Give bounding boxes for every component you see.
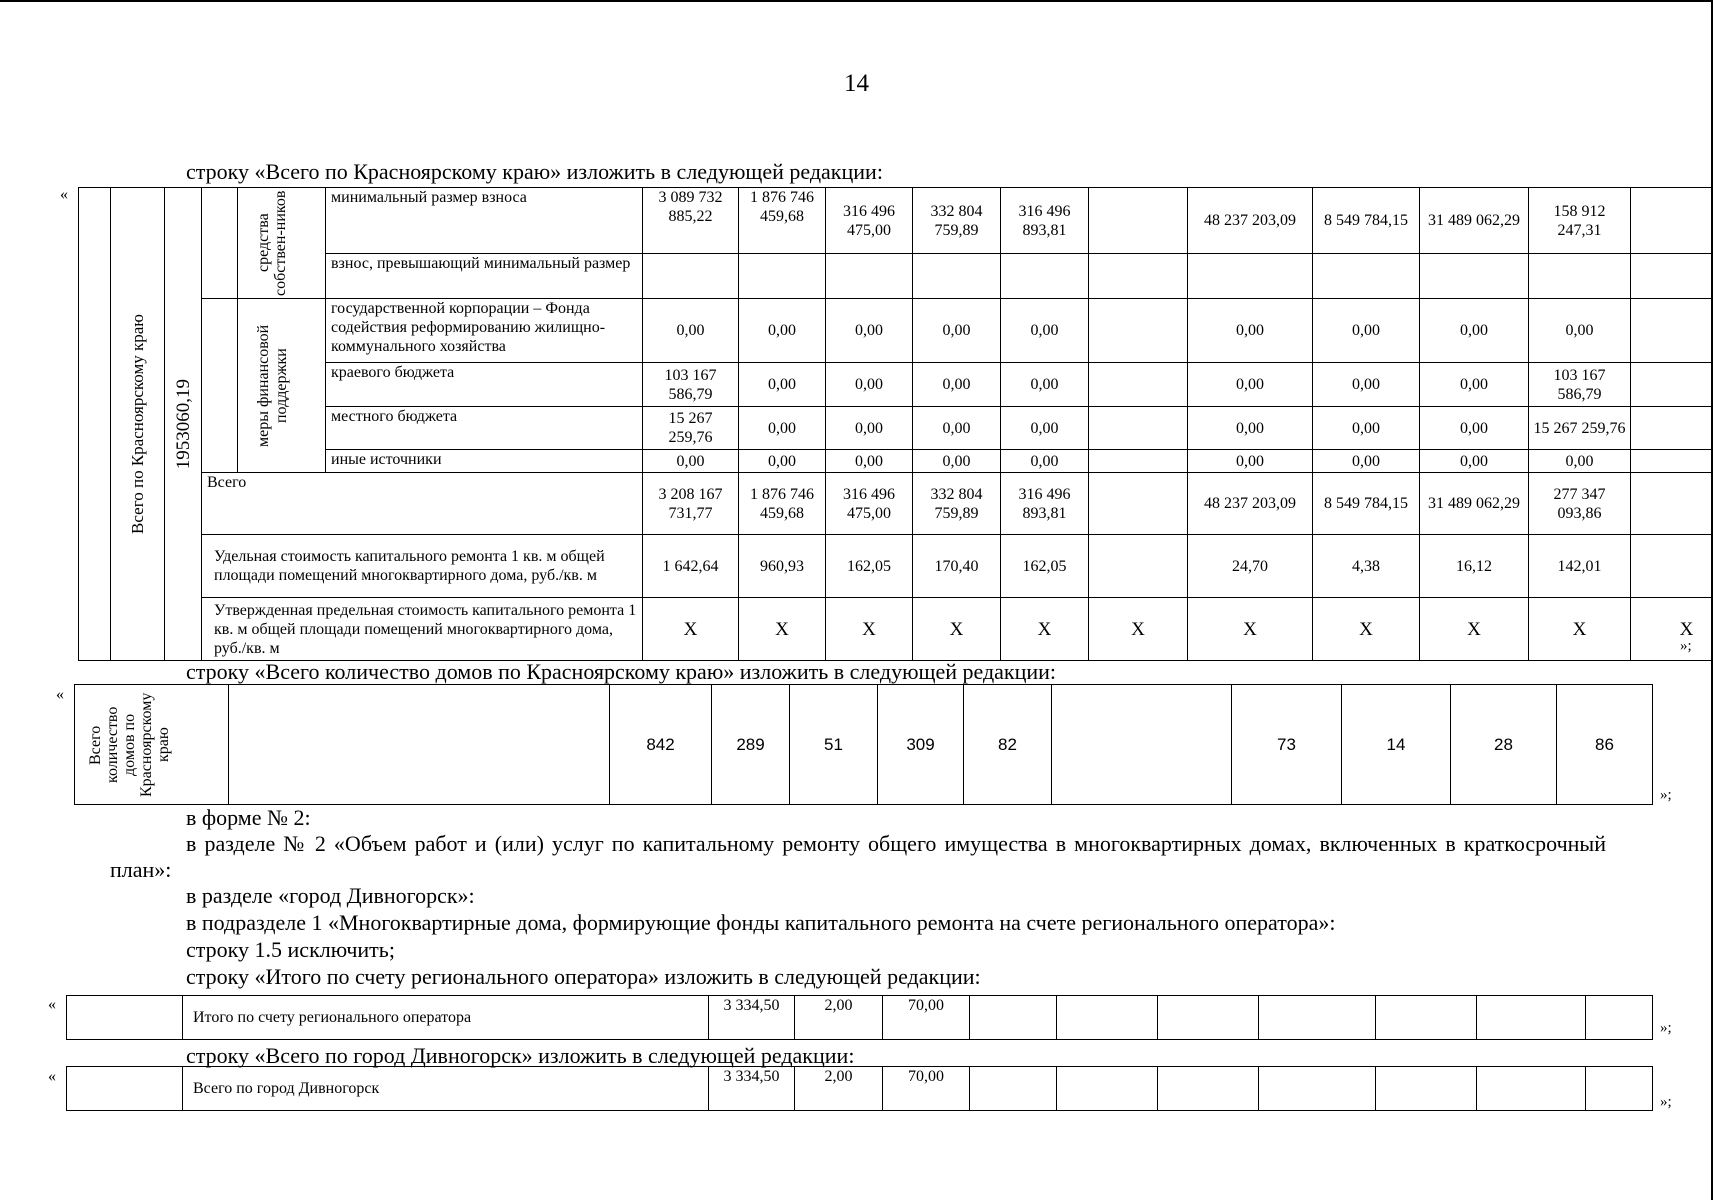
table-row <box>67 1067 1653 1111</box>
value-cell: 0,00 <box>826 299 913 363</box>
value-cell: 82 <box>964 685 1052 805</box>
table-row <box>79 299 1713 363</box>
area-cell <box>165 188 202 661</box>
value-cell: X <box>1420 598 1529 661</box>
value-cell: 31 489 062,29 <box>1420 188 1529 254</box>
row-label: Утвержденная предельная стоимость капитального ремонта 1 кв. м общей площади помещений многоквартирного дома, руб./кв. м <box>202 598 643 661</box>
paragraph-vsego-intro: строку «Всего по город Дивногорск» изложить в следующей редакции: <box>186 1043 855 1068</box>
value-cell: X <box>1313 598 1420 661</box>
value-cell <box>1089 299 1188 363</box>
value-cell: 316 496 893,81 <box>1001 188 1089 254</box>
value-cell: 0,00 <box>739 299 826 363</box>
value-cell <box>739 254 826 299</box>
row-label: взнос, превышающий минимальный размер <box>326 254 643 299</box>
paragraph-subsection1: в подразделе 1 «Многоквартирные дома, формирующие фонды капитального ремонта на счете регионального оператора»: <box>186 910 1336 935</box>
paragraph-exclude-row: строку 1.5 исключить; <box>186 937 395 962</box>
value-cell: 332 804 759,89 <box>913 188 1001 254</box>
support-group-spacer <box>202 299 238 473</box>
value-cell <box>1089 363 1188 407</box>
value-cell <box>1158 996 1259 1040</box>
quote-open-1: « <box>60 186 68 203</box>
value-cell <box>1631 473 1713 535</box>
value-cell: 0,00 <box>1188 450 1313 473</box>
value-cell <box>1313 254 1420 299</box>
value-cell <box>1631 363 1713 407</box>
value-cell: 0,00 <box>1188 407 1313 450</box>
support-group-label: меры финансовой поддержки <box>254 324 290 447</box>
paragraph-divnogorsk: в разделе «город Дивногорск»: <box>186 883 475 908</box>
quote-close-3: »; <box>1660 1020 1672 1036</box>
value-cell <box>1089 407 1188 450</box>
value-cell: 0,00 <box>1313 363 1420 407</box>
value-cell: 316 496 893,81 <box>1001 473 1089 535</box>
row-label: Всего <box>202 473 643 535</box>
value-cell <box>970 996 1057 1040</box>
owners-group-spacer <box>202 188 238 299</box>
value-cell <box>1057 1067 1158 1111</box>
row-label: местного бюджета <box>326 407 643 450</box>
value-cell: X <box>643 598 739 661</box>
value-cell: 1 876 746 459,68 <box>739 473 826 535</box>
table-row <box>79 473 1713 535</box>
value-cell: 162,05 <box>826 535 913 598</box>
value-cell: 103 167 586,79 <box>1529 363 1631 407</box>
value-cell: 3 089 732 885,22 <box>643 188 739 254</box>
value-cell: 31 489 062,29 <box>1420 473 1529 535</box>
region-label-cell <box>111 188 165 661</box>
value-cell: 15 267 259,76 <box>1529 407 1631 450</box>
value-cell: 960,93 <box>739 535 826 598</box>
area-value: 1953060,19 <box>172 378 194 470</box>
page-number: 14 <box>844 70 869 97</box>
value-cell: 0,00 <box>1420 450 1529 473</box>
value-cell: 316 496 475,00 <box>826 188 913 254</box>
value-cell: 0,00 <box>1313 299 1420 363</box>
value-cell: 0,00 <box>913 363 1001 407</box>
value-cell <box>1586 1067 1653 1111</box>
value-cell: 2,00 <box>795 1067 883 1111</box>
value-cell: 14 <box>1342 685 1451 805</box>
quote-close-4: »; <box>1660 1094 1672 1110</box>
paragraph-section2: в разделе № 2 «Объем работ и (или) услуг по капитальному ремонту общего имущества в многоквартирных домах, включенных в краткосрочный план»: <box>110 831 1606 882</box>
value-cell: 0,00 <box>1001 407 1089 450</box>
value-cell: 162,05 <box>1001 535 1089 598</box>
row-label: иные источники <box>326 450 643 473</box>
value-cell: X <box>913 598 1001 661</box>
blank-cell <box>67 996 183 1040</box>
section2-intro: строку «Всего количество домов по Красноярскому краю» изложить в следующей редакции: <box>186 659 1057 684</box>
row-label: Всего по город Дивногорск <box>183 1067 709 1111</box>
value-cell: 70,00 <box>883 1067 970 1111</box>
value-cell: 0,00 <box>826 450 913 473</box>
value-cell <box>1089 188 1188 254</box>
value-cell: 3 334,50 <box>709 996 795 1040</box>
value-cell: 277 347 093,86 <box>1529 473 1631 535</box>
value-cell: X <box>1089 598 1188 661</box>
value-cell: 0,00 <box>1529 299 1631 363</box>
value-cell: 15 267 259,76 <box>643 407 739 450</box>
support-group-cell <box>238 299 326 473</box>
value-cell <box>1158 1067 1259 1111</box>
value-cell <box>1089 450 1188 473</box>
value-cell: 4,38 <box>1313 535 1420 598</box>
value-cell <box>1631 299 1713 363</box>
value-cell <box>1259 1067 1376 1111</box>
value-cell <box>1477 1067 1586 1111</box>
value-cell <box>1188 254 1313 299</box>
value-cell: 316 496 475,00 <box>826 473 913 535</box>
value-cell <box>1631 535 1713 598</box>
value-cell: 842 <box>610 685 712 805</box>
value-cell <box>1631 407 1713 450</box>
value-cell: 0,00 <box>1001 363 1089 407</box>
value-cell <box>1089 473 1188 535</box>
row-label: Удельная стоимость капитального ремонта 1 кв. м общей площади помещений многоквартирного дома, руб./кв. м <box>202 535 643 598</box>
value-cell: 289 <box>712 685 790 805</box>
row-label: краевого бюджета <box>326 363 643 407</box>
value-cell <box>1586 996 1653 1040</box>
value-cell: 73 <box>1232 685 1342 805</box>
table-row <box>67 996 1653 1040</box>
value-cell <box>1089 254 1188 299</box>
value-cell <box>826 254 913 299</box>
value-cell: X <box>1188 598 1313 661</box>
value-cell: 16,12 <box>1420 535 1529 598</box>
blank-left-cell <box>79 188 111 661</box>
house-count-table <box>74 684 1653 805</box>
value-cell: 0,00 <box>643 299 739 363</box>
value-cell: 0,00 <box>1313 407 1420 450</box>
paragraph-form2: в форме № 2: <box>186 805 311 830</box>
value-cell <box>1529 254 1631 299</box>
value-cell: 170,40 <box>913 535 1001 598</box>
region-label: Всего по Красноярскому краю <box>128 314 147 534</box>
quote-close-2: »; <box>1660 787 1672 803</box>
vsego-table <box>66 1066 1653 1111</box>
quote-open-3: « <box>48 996 56 1013</box>
row-label: минимальный размер взноса <box>326 188 643 254</box>
value-cell <box>1057 996 1158 1040</box>
value-cell: 1 642,64 <box>643 535 739 598</box>
value-cell: 2,00 <box>795 996 883 1040</box>
value-cell: 86 <box>1557 685 1653 805</box>
value-cell: 142,01 <box>1529 535 1631 598</box>
value-cell: X <box>1529 598 1631 661</box>
page-frame-top <box>0 0 1713 2</box>
value-cell: 0,00 <box>1001 450 1089 473</box>
itogo-table <box>66 995 1653 1040</box>
owners-group-label: средства собствен-ников <box>254 190 289 296</box>
value-cell <box>1089 535 1188 598</box>
quote-close-1: »; <box>1680 638 1692 654</box>
value-cell: 48 237 203,09 <box>1188 473 1313 535</box>
value-cell <box>1631 450 1713 473</box>
value-cell: X <box>1001 598 1089 661</box>
value-cell: 0,00 <box>1188 363 1313 407</box>
value-cell: 70,00 <box>883 996 970 1040</box>
value-cell: 51 <box>790 685 878 805</box>
value-cell <box>1631 188 1713 254</box>
row-label: государственной корпорации – Фонда содействия реформированию жилищно-коммунального хозяйства <box>326 299 643 363</box>
value-cell: 8 549 784,15 <box>1313 188 1420 254</box>
value-cell: 332 804 759,89 <box>913 473 1001 535</box>
value-cell: 48 237 203,09 <box>1188 188 1313 254</box>
value-cell <box>1052 685 1232 805</box>
value-cell: 24,70 <box>1188 535 1313 598</box>
house-count-label: Всего количество домов по Красноярскому краю <box>86 692 172 797</box>
table-row <box>79 598 1713 661</box>
value-cell: 158 912 247,31 <box>1529 188 1631 254</box>
house-count-label-cell <box>75 685 229 805</box>
owners-group-cell <box>238 188 326 299</box>
value-cell: 0,00 <box>643 450 739 473</box>
value-cell <box>1376 996 1477 1040</box>
value-cell: X <box>826 598 913 661</box>
value-cell: 0,00 <box>913 299 1001 363</box>
value-cell: 8 549 784,15 <box>1313 473 1420 535</box>
value-cell: 0,00 <box>1420 299 1529 363</box>
value-cell: 0,00 <box>1420 363 1529 407</box>
value-cell <box>643 254 739 299</box>
blank-cell <box>229 685 610 805</box>
value-cell: 0,00 <box>739 363 826 407</box>
table-row <box>75 685 1653 805</box>
value-cell: 0,00 <box>913 407 1001 450</box>
value-cell: 0,00 <box>739 407 826 450</box>
value-cell: 0,00 <box>1313 450 1420 473</box>
value-cell: 309 <box>878 685 964 805</box>
table-row <box>79 188 1713 254</box>
value-cell: 3 208 167 731,77 <box>643 473 739 535</box>
table-row <box>79 535 1713 598</box>
quote-open-4: « <box>48 1068 56 1085</box>
value-cell: 0,00 <box>739 450 826 473</box>
value-cell: 0,00 <box>1420 407 1529 450</box>
value-cell: 28 <box>1451 685 1557 805</box>
value-cell <box>1420 254 1529 299</box>
value-cell <box>1259 996 1376 1040</box>
row-label: Итого по счету регионального оператора <box>183 996 709 1040</box>
value-cell: 0,00 <box>1529 450 1631 473</box>
blank-cell <box>67 1067 183 1111</box>
value-cell: 1 876 746 459,68 <box>739 188 826 254</box>
value-cell <box>1631 254 1713 299</box>
value-cell: X <box>1631 598 1713 661</box>
value-cell <box>970 1067 1057 1111</box>
region-total-table <box>78 187 1713 661</box>
value-cell: 0,00 <box>1188 299 1313 363</box>
value-cell <box>1376 1067 1477 1111</box>
value-cell: 0,00 <box>913 450 1001 473</box>
value-cell: 103 167 586,79 <box>643 363 739 407</box>
section1-intro: строку «Всего по Красноярскому краю» изложить в следующей редакции: <box>186 159 883 184</box>
value-cell: X <box>739 598 826 661</box>
value-cell: 0,00 <box>1001 299 1089 363</box>
value-cell <box>913 254 1001 299</box>
paragraph-itogo-intro: строку «Итого по счету регионального оператора» изложить в следующей редакции: <box>186 964 981 989</box>
value-cell: 3 334,50 <box>709 1067 795 1111</box>
value-cell <box>1001 254 1089 299</box>
value-cell <box>1477 996 1586 1040</box>
value-cell: 0,00 <box>826 363 913 407</box>
quote-open-2: « <box>56 686 64 703</box>
value-cell: 0,00 <box>826 407 913 450</box>
